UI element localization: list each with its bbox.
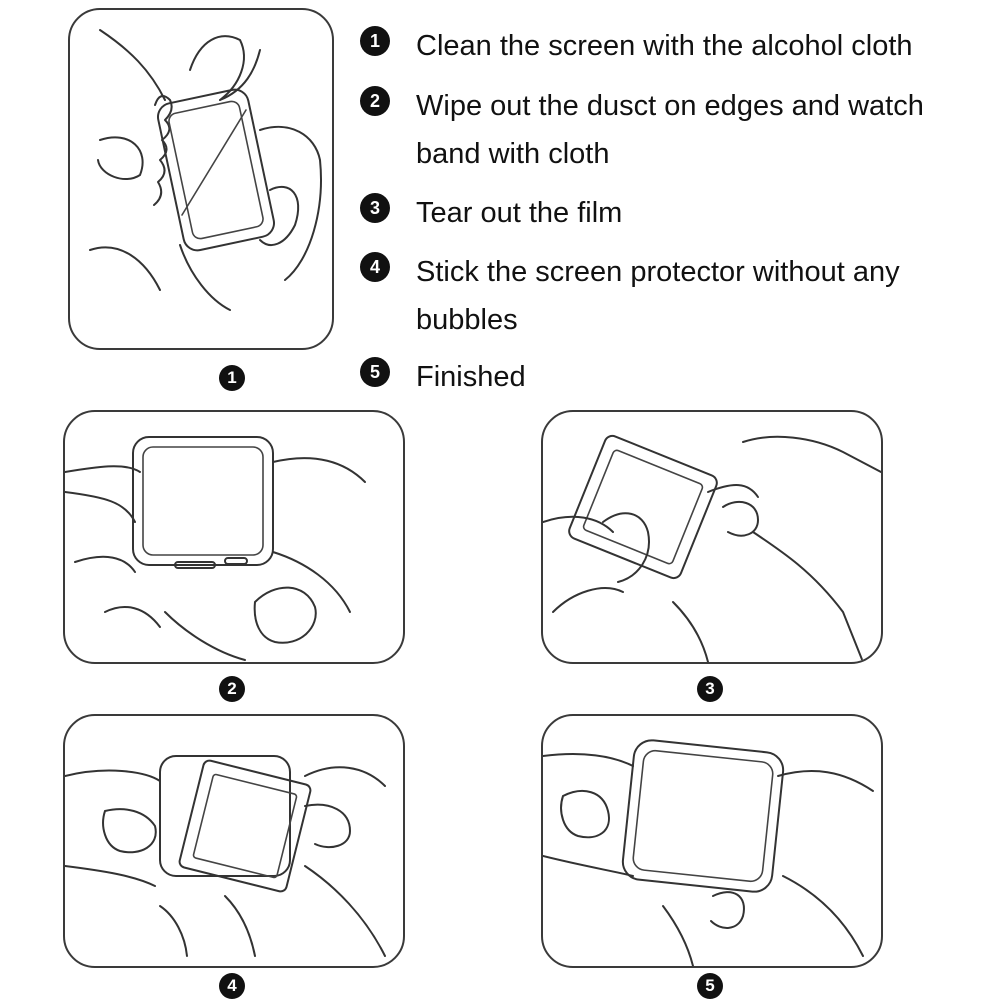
step-number-badge: 4 bbox=[360, 252, 390, 282]
illustration-panel-5 bbox=[541, 714, 883, 968]
hands-tearing-film-illustration bbox=[543, 412, 881, 662]
step-text: Finished bbox=[416, 361, 526, 393]
step-number-badge: 2 bbox=[360, 86, 390, 116]
step-text: Tear out the film bbox=[416, 197, 623, 229]
hands-applying-protector-illustration bbox=[65, 716, 403, 966]
panel-badge-4: 4 bbox=[219, 973, 245, 999]
step-text: Clean the screen with the alcohol cloth bbox=[416, 30, 913, 62]
panel-badge-1: 1 bbox=[219, 365, 245, 391]
panel-badge-3: 3 bbox=[697, 676, 723, 702]
panel-badge-5: 5 bbox=[697, 973, 723, 999]
panel-badge-2: 2 bbox=[219, 676, 245, 702]
illustration-panel-2 bbox=[63, 410, 405, 664]
step-number-badge: 3 bbox=[360, 193, 390, 223]
illustration-panel-1 bbox=[68, 8, 334, 350]
hand-wiping-edges-illustration bbox=[65, 412, 403, 662]
illustration-panel-3 bbox=[541, 410, 883, 664]
illustration-panel-4 bbox=[63, 714, 405, 968]
step-number-badge: 1 bbox=[360, 26, 390, 56]
step-number-badge: 5 bbox=[360, 357, 390, 387]
step-text: Wipe out the dusct on edges and watch band with cloth bbox=[416, 90, 924, 170]
finished-watch-illustration bbox=[543, 716, 881, 966]
step-text: Stick the screen protector without any bubbles bbox=[416, 256, 900, 336]
hand-cleaning-watch-illustration bbox=[70, 10, 332, 348]
